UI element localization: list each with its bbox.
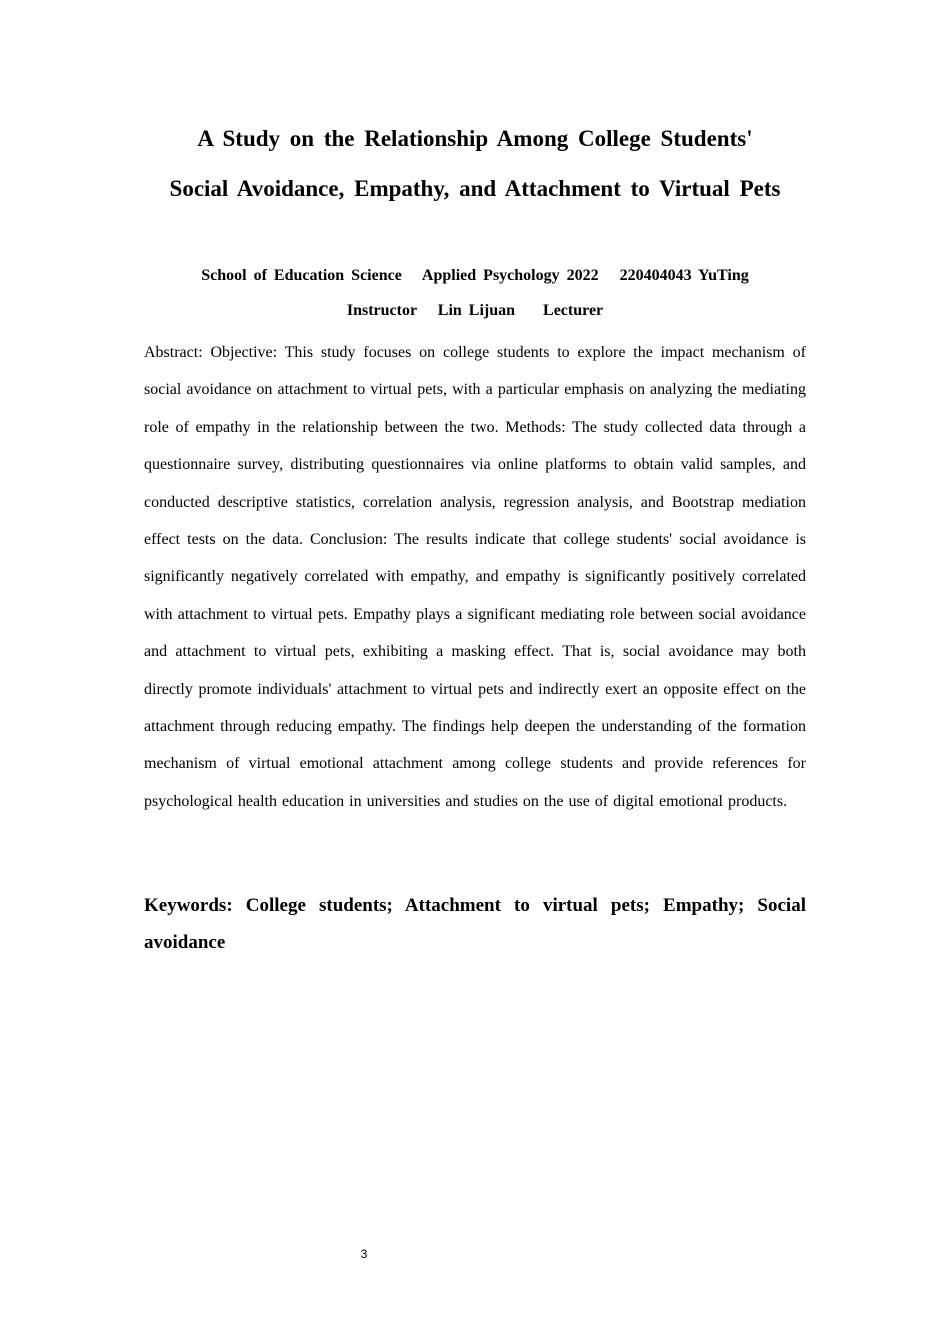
author-affiliation: School of Education Science Applied Psychology 2022 220404043 YuTing: [201, 267, 749, 284]
keywords-paragraph: Keywords: College students; Attachment to virtual pets; Empathy; Social avoidance: [144, 895, 806, 953]
instructor-info: Instructor Lin Lijuan Lecturer: [346, 302, 604, 319]
page-number: 3: [360, 1247, 368, 1261]
paper-title-line-2: Social Avoidance, Empathy, and Attachment to Virtual Pets: [169, 176, 781, 201]
abstract-paragraph: Abstract: Objective: This study focuses on college students to explore the impact mechanism of social avoidance on attachment to virtual pets, with a particular emphasis on analyzing the mediating role of empathy in the relationship between the two. Methods: The study collected data through a questionnaire survey, distributing questionnaires via online platforms to obtain valid samples, and conducted descriptive statistics, correlation analysis, regression analysis, and Bootstrap mediation effect tests on the data. Conclusion: The results indicate that college students' social avoidance is significantly negatively correlated with empathy, and empathy is significantly positively correlated with attachment to virtual pets. Empathy plays a significant mediating role between social avoidance and attachment to virtual pets, exhibiting a masking effect. That is, social avoidance may both directly promote individuals' attachment to virtual pets and indirectly exert an opposite effect on the attachment through reducing empathy. The findings help deepen the understanding of the formation mechanism of virtual emotional attachment among college students and provide references for psychological health education in universities and studies on the use of digital emotional products.: [144, 344, 806, 810]
paper-title-line-1: A Study on the Relationship Among College Students': [197, 126, 753, 151]
